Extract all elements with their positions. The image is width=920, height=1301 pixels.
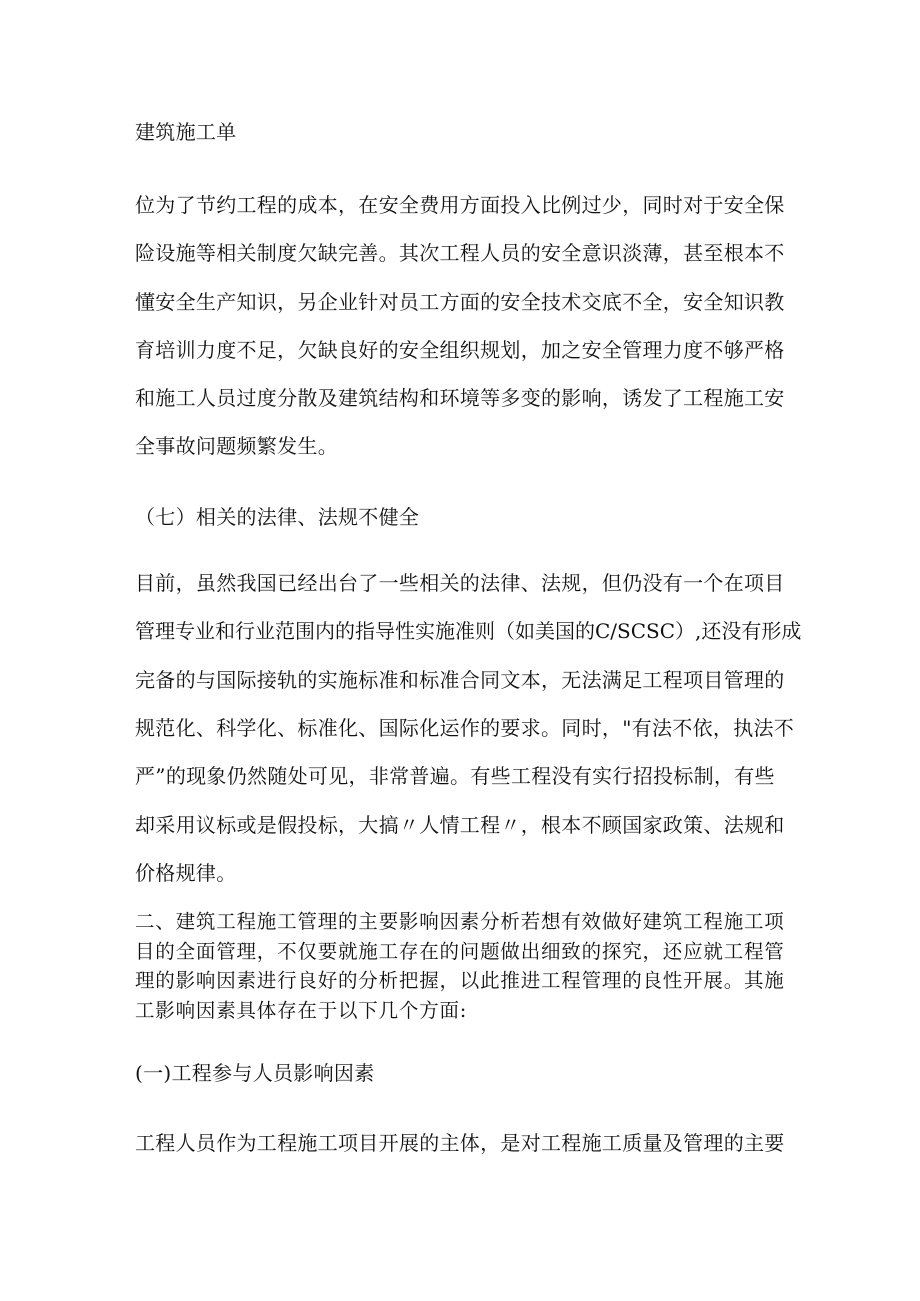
- section-paragraph-line: 二、建筑工程施工管理的主要影响因素分析若想有效做好建筑工程施工项: [135, 910, 785, 933]
- paragraph-line: 和施工人员过度分散及建筑结构和环境等多变的影响，诱发了工程施工安: [135, 386, 785, 410]
- section-heading: （七）相关的法律、法规不健全: [135, 505, 420, 529]
- paragraph-line: 管理专业和行业范围内的指导性实施准则（如美国的C/SCSC）,还没有形成: [135, 619, 802, 643]
- paragraph-line: 育培训力度不足，欠缺良好的安全组织规划，加之安全管理力度不够严格: [135, 338, 785, 362]
- paragraph-line: 完备的与国际接轨的实施标准和标准合同文本，无法满足工程项目管理的: [135, 668, 785, 692]
- section-paragraph-line: 工影响因素具体存在于以下几个方面:: [135, 999, 468, 1022]
- section-paragraph-line: 目的全面管理，不仅要就施工存在的问题做出细致的探究，还应就工程管: [135, 940, 785, 963]
- section-heading: (一)工程参与人员影响因素: [135, 1061, 375, 1085]
- section-paragraph-line: 理的影响因素进行良好的分析把握，以此推进工程管理的良性开展。其施: [135, 969, 785, 992]
- page-header: 建筑施工单: [135, 120, 237, 144]
- paragraph-line: 价格规律。: [135, 861, 237, 885]
- paragraph-line: 位为了节约工程的成本，在安全费用方面投入比例过少，同时对于安全保: [135, 193, 785, 217]
- paragraph-line: 严”的现象仍然随处可见，非常普遍。有些工程没有实行招投标制，有些: [135, 764, 775, 788]
- paragraph-line: 却采用议标或是假投标，大搞〃人情工程〃，根本不顾国家政策、法规和: [135, 813, 785, 837]
- paragraph-line: 懂安全生产知识，另企业针对员工方面的安全技术交底不全，安全知识教: [135, 290, 785, 314]
- paragraph-line: 全事故问题频繁发生。: [135, 434, 338, 458]
- paragraph-line: 目前，虽然我国已经出台了一些相关的法律、法规，但仍没有一个在项目: [135, 571, 785, 595]
- paragraph-line: 规范化、科学化、标准化、国际化运作的要求。同时，"有法不依，执法不: [135, 716, 795, 740]
- paragraph-line: 工程人员作为工程施工项目开展的主体，是对工程施工质量及管理的主要: [135, 1131, 785, 1155]
- paragraph-line: 险设施等相关制度欠缺完善。其次工程人员的安全意识淡薄，甚至根本不: [135, 241, 785, 265]
